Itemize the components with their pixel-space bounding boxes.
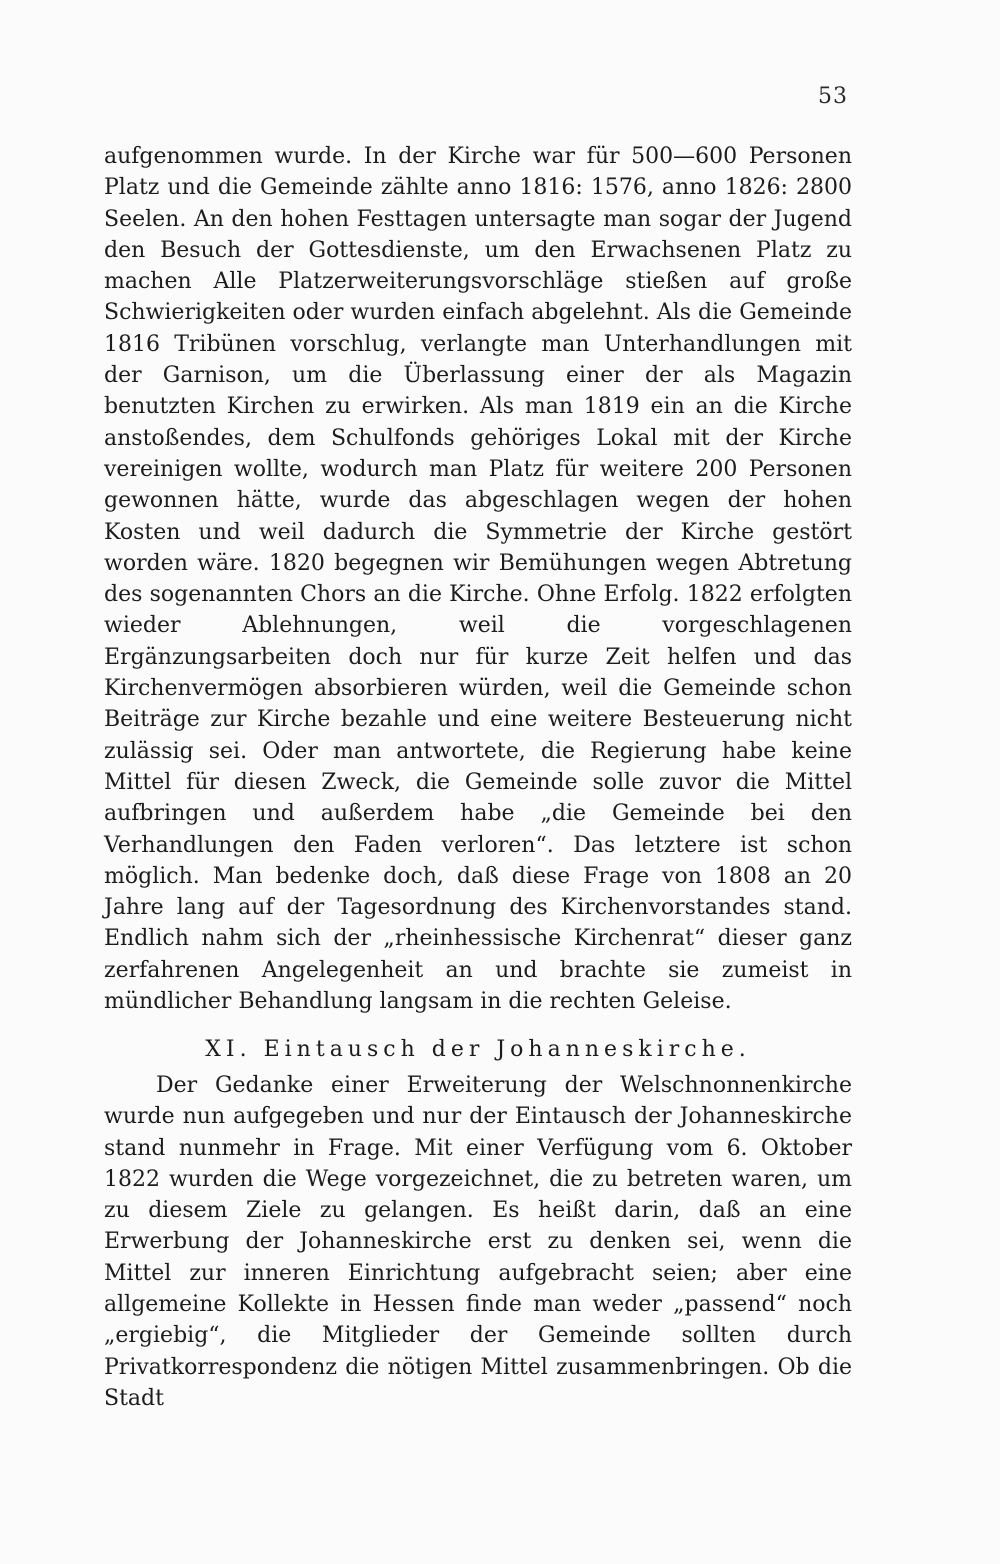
body-text-section xyxy=(104,1070,852,1414)
section-heading: XI. Eintausch der Johanneskirche. xyxy=(205,1037,751,1062)
paragraph: Der Gedanke einer Erweiterung der Welschnonnenkirche wurde nun aufgegeben und nur der Eintausch der Johanneskirche stand nunmehr in Frage. Mit einer Verfügung vom 6. Oktober 1822 wurden die Wege vorgezeichnet, die zu betreten waren, um zu diesem Ziele zu gelangen. Es heißt darin, daß an eine Erwerbung der Johanneskirche erst zu denken sei, wenn die Mittel zur inneren Einrichtung aufgebracht seien; aber eine allgemeine Kollekte in Hessen finde man weder „passend“ noch „ergiebig“, die Mitglieder der Gemeinde sollten durch Privatkorrespondenz die nötigen Mittel zusammenbringen. Ob die Stadt xyxy=(104,1073,852,1411)
page-number: 53 xyxy=(818,84,848,109)
body-text-continued xyxy=(104,141,852,1017)
paragraph: aufgenommen wurde. In der Kirche war für 500—600 Personen Platz und die Gemeinde zählte anno 1816: 1576, anno 1826: 2800 Seelen. An den hohen Festtagen untersagte man sogar der Jugend den Besuch der Gottesdienste, um den Erwachsenen Platz zu machen Alle Platzerweiterungsvorschläge stießen auf große Schwierigkeiten oder wurden einfach abgelehnt. Als die Gemeinde 1816 Tribünen vorschlug, verlangte man Unterhandlungen mit der Garnison, um die Überlassung einer der als Magazin benutzten Kirchen zu erwirken. Als man 1819 ein an die Kirche anstoßendes, dem Schulfonds gehöriges Lokal mit der Kirche vereinigen wollte, wodurch man Platz für weitere 200 Personen gewonnen hätte, wurde das abgeschlagen wegen der hohen Kosten und weil dadurch die Symmetrie der Kirche gestört worden wäre. 1820 begegnen wir Bemühungen wegen Abtretung des sogenannten Chors an die Kirche. Ohne Erfolg. 1822 erfolgten wieder Ablehnungen, weil die vorgeschlagenen Ergänzungsarbeiten doch nur für kurze Zeit helfen und das Kirchenvermögen absorbieren würden, weil die Gemeinde schon Beiträge zur Kirche bezahle und eine weitere Besteuerung nicht zulässig sei. Oder man antwortete, die Regierung habe keine Mittel für diesen Zweck, die Gemeinde solle zuvor die Mittel aufbringen und außerdem habe „die Gemeinde bei den Verhandlungen den Faden verloren“. Das letztere ist schon möglich. Man bedenke doch, daß diese Frage von 1808 an 20 Jahre lang auf der Tagesordnung des Kirchenvorstandes stand. Endlich nahm sich der „rheinhessische Kirchenrat“ dieser ganz zerfahrenen Angelegenheit an und brachte sie zumeist in mündlicher Behandlung langsam in die rechten Geleise. xyxy=(104,144,852,1015)
